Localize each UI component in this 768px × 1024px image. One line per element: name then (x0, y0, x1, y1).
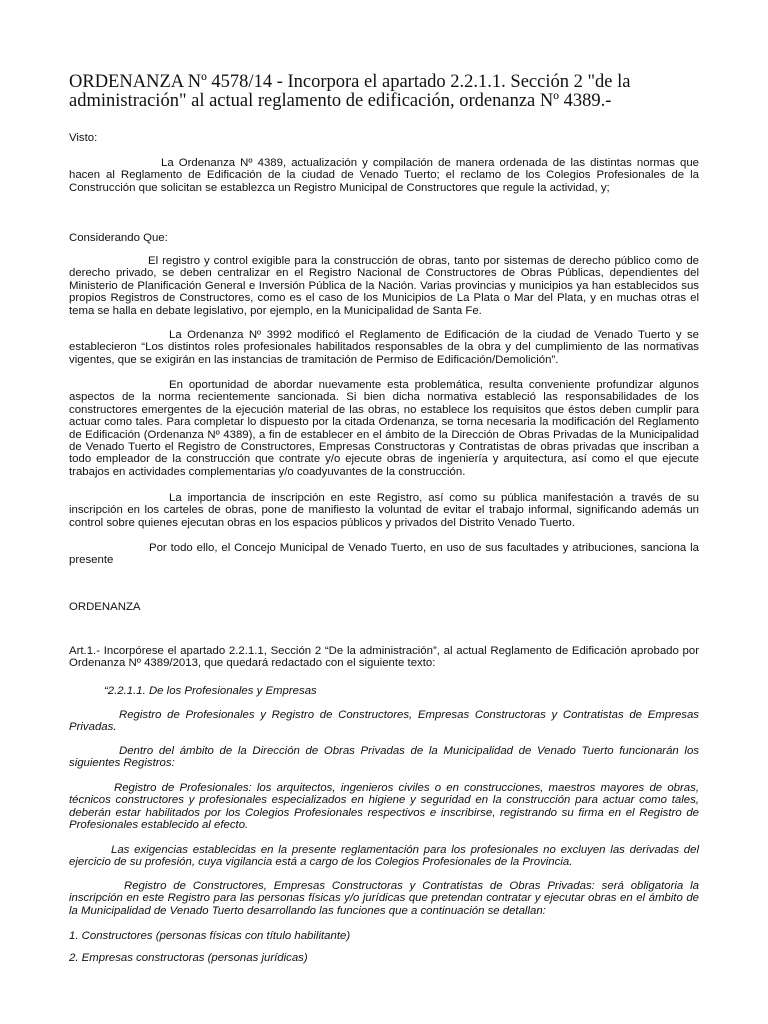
considerando-text: En oportunidad de abordar nuevamente esta problemática, resulta conveniente profundizar algunos aspectos de la norma recientemente sancionada. Si bien dicha normativa estableció las responsabilidades de los constructores emergentes de la ejecución material de las obras, no establece los requisitos que éstos deben cumplir para actuar como tales. Para completar lo dispuesto por la citada Ordenanza, se torna necesaria la modificación del Reglamento de Edificación (Ordenanza Nº 4389), a fin de establecer en el ámbito de la Dirección de Obras Privadas de la Municipalidad de Venado Tuerto el Registro de Constructores, Empresas Constructoras y Contratistas de obras privadas que inscriban a todo empleador de la construcción que contrate y/o ejecute obras de ingeniería y arquitectura, así como el que ejecute trabajos en actividades complementarias y/o coadyuvantes de la construcción. (69, 379, 699, 478)
subheading-text: “2.2.1.1. De los Profesionales y Empresas (104, 685, 317, 697)
article-paragraph-2 (69, 745, 699, 770)
considerando-text: El registro y control exigible para la construcción de obras, tanto por sistemas de derecho público como de derecho privado, se deben centralizar en el Registro Nacional de Constructores de Obras Públicas, dependientes del Ministerio de Planificación General e Inversión Pública de la Nación. Varias provincias y municipios ya han establecidos sus propios Registros de Constructores, como es el caso de los Municipios de La Plata o Mar del Plata, y en muchas otras el tema se halla en debate legislativo, por ejemplo, en la Municipalidad de Santa Fe. (69, 255, 699, 317)
article-text: Las exigencias establecidas en la presente reglamentación para los profesionales no excluyen las derivadas del ejercicio de su profesión, cuya vigilancia está a cargo de los Colegios Profesionales de la Provincia. (69, 844, 699, 869)
considerando-paragraph-4 (69, 492, 699, 529)
list-item: 2. Empresas constructoras (personas jurídicas) (69, 952, 308, 964)
article-text: Registro de Profesionales: los arquitectos, ingenieros civiles o en construcciones, maestros mayores de obras, técnicos constructores y profesionales especializados en higiene y seguridad en la construcción para actuar como tales, deberán estar habilitados por los Colegios Profesionales respectivos e inscribirse, registrando su firma en el Registro de Profesionales establecido al efecto. (69, 782, 699, 832)
considerando-heading: Considerando Que: (69, 232, 168, 244)
article-text: Registro de Constructores, Empresas Constructoras y Contratistas de Obras Privadas: será obligatoria la inscripción en este Registro para las personas físicas y/o jurídicas que pretendan contratar y ejecutar obras en el ámbito de la Municipalidad de Venado Tuerto desarrollando las funciones que a continuación se detallan: (69, 880, 699, 917)
visto-paragraph (69, 157, 699, 194)
por-todo-text: Por todo ello, el Concejo Municipal de Venado Tuerto, en uso de sus facultades y atribuciones, sanciona la presente (69, 542, 699, 567)
article-text: Registro de Profesionales y Registro de Constructores, Empresas Constructoras y Contratistas de Empresas Privadas. (69, 709, 699, 734)
considerando-paragraph-1 (69, 255, 699, 317)
list-item: 1. Constructores (personas físicas con título habilitante) (69, 930, 351, 942)
visto-text: La Ordenanza Nº 4389, actualización y compilación de manera ordenada de las distintas normas que hacen al Reglamento de Edificación de la ciudad de Venado Tuerto; el reclamo de los Colegios Profesionales de la Construcción que solicitan se establezca un Registro Municipal de Constructores que regule la actividad, y; (69, 157, 699, 194)
section-subheading (69, 685, 699, 697)
ordenanza-heading: ORDENANZA (69, 601, 141, 613)
considerando-paragraph-3 (69, 379, 699, 478)
article-paragraph-5 (69, 880, 699, 917)
considerando-text: La importancia de inscripción en este Registro, así como su pública manifestación a través de su inscripción en los carteles de obras, pone de manifiesto la voluntad de evitar el trabajo informal, significando además un control sobre quienes ejecutan obras en los espacios públicos y privados del Distrito Venado Tuerto. (69, 492, 699, 529)
article-text: Dentro del ámbito de la Dirección de Obras Privadas de la Municipalidad de Venado Tuerto funcionarán los siguientes Registros: (69, 745, 699, 770)
visto-heading: Visto: (69, 132, 98, 144)
article-paragraph-4 (69, 844, 699, 869)
article-paragraph-1 (69, 709, 699, 734)
article-paragraph-3 (69, 782, 699, 832)
por-todo-paragraph (69, 542, 699, 567)
ordinance-title: ORDENANZA Nº 4578/14 - Incorpora el apartado 2.2.1.1. Sección 2 "de la administración" al actual reglamento de edificación, ordenanza Nº 4389.- (69, 72, 631, 111)
considerando-paragraph-2 (69, 329, 699, 366)
article-1: Art.1.- Incorpórese el apartado 2.2.1.1, Sección 2 “De la administración”, al actual Reglamento de Edificación aprobado por Ordenanza Nº 4389/2013, que quedará redactado con el siguiente texto: (69, 645, 699, 670)
considerando-text: La Ordenanza Nº 3992 modificó el Reglamento de Edificación de la ciudad de Venado Tuerto y se establecieron “Los distintos roles profesionales habilitados responsables de la obra y del cumplimiento de las normativas vigentes, que se exigirán en las instancias de tramitación de Permiso de Edificación/Demolición”. (69, 329, 699, 366)
